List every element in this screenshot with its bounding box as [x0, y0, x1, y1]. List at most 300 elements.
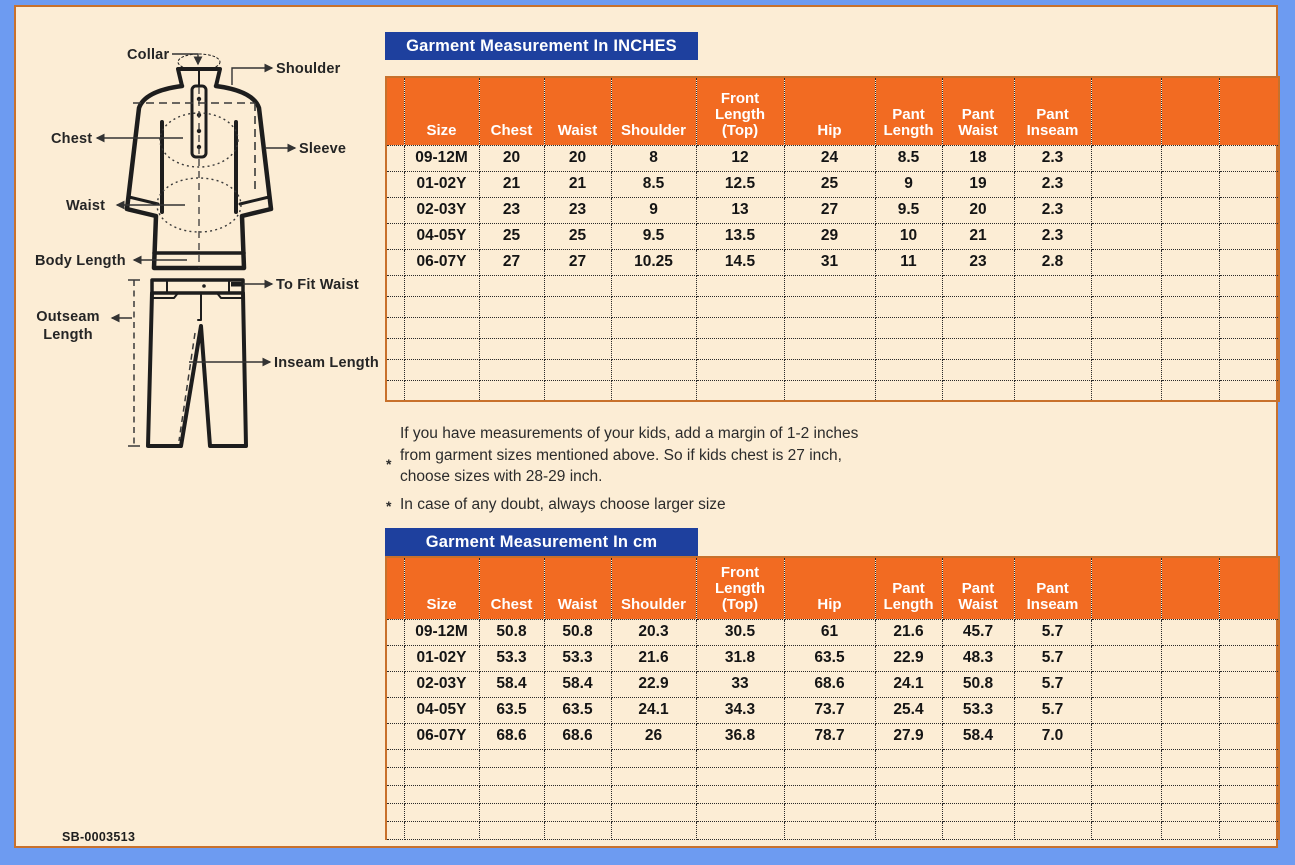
- note-asterisk: *: [386, 456, 392, 472]
- table-cell: [875, 749, 942, 767]
- diagram-label-shoulder: Shoulder: [276, 61, 341, 77]
- table-cell: [1219, 821, 1279, 839]
- table-cell: [942, 749, 1014, 767]
- table-row: [386, 645, 1279, 671]
- table-cell: 20: [942, 197, 1014, 223]
- table-cell: 53.3: [544, 645, 611, 671]
- table-cell: [1014, 359, 1091, 380]
- table-cell: [784, 359, 875, 380]
- diagram-label-body-waist: Waist: [66, 198, 106, 214]
- diagram-label-body-length: Body Length: [35, 253, 126, 269]
- empty-row: [386, 275, 1279, 296]
- table-cell: [784, 785, 875, 803]
- table-cell: [1161, 171, 1219, 197]
- table-cell: [404, 749, 479, 767]
- table-cell: [1219, 380, 1279, 401]
- table-cell: [696, 338, 784, 359]
- table-cell: [942, 359, 1014, 380]
- table-cell: 25: [784, 171, 875, 197]
- table-cell: 24: [784, 145, 875, 171]
- table-cell: 26: [611, 723, 696, 749]
- empty-row: [386, 338, 1279, 359]
- table-row: [386, 697, 1279, 723]
- table-cell: [1014, 296, 1091, 317]
- table-cell: [386, 671, 404, 697]
- empty-row: [386, 380, 1279, 401]
- table-cell: [1219, 767, 1279, 785]
- table-cell: [1161, 223, 1219, 249]
- table-cell: [1219, 197, 1279, 223]
- header-row: [386, 77, 1279, 145]
- empty-row: [386, 785, 1279, 803]
- table-cell: 5.7: [1014, 671, 1091, 697]
- table-cell: [1161, 296, 1219, 317]
- table-cell: [386, 359, 404, 380]
- header-cell: [1161, 557, 1219, 619]
- table-cell: 06-07Y: [404, 723, 479, 749]
- diagram-label-to-fit-waist: To Fit Waist: [276, 277, 359, 293]
- pajama-outline: [148, 280, 246, 446]
- diagram-label-collar: Collar: [127, 47, 170, 63]
- table-cell: 8.5: [875, 145, 942, 171]
- table-row: [386, 145, 1279, 171]
- table-cell: [611, 821, 696, 839]
- table-cell: [784, 380, 875, 401]
- table-cell: [404, 338, 479, 359]
- empty-row: [386, 317, 1279, 338]
- table-cell: [784, 803, 875, 821]
- table-cell: [1091, 380, 1161, 401]
- table-cell: 04-05Y: [404, 697, 479, 723]
- table-cell: [696, 749, 784, 767]
- table-cell: 9: [875, 171, 942, 197]
- table-cell: [942, 380, 1014, 401]
- table-cell: 31: [784, 249, 875, 275]
- table-cell: 27: [784, 197, 875, 223]
- header-cell: Hip: [784, 557, 875, 619]
- empty-row: [386, 296, 1279, 317]
- table-cell: [386, 619, 404, 645]
- table-cell: [611, 359, 696, 380]
- table-cell: 34.3: [696, 697, 784, 723]
- table-cell: 12.5: [696, 171, 784, 197]
- table-cell: 02-03Y: [404, 671, 479, 697]
- table-cell: [544, 803, 611, 821]
- table-cell: [386, 145, 404, 171]
- table-cell: 73.7: [784, 697, 875, 723]
- table-cell: [386, 785, 404, 803]
- table-cell: [1219, 749, 1279, 767]
- table-cell: [1219, 223, 1279, 249]
- table-cell: [1219, 359, 1279, 380]
- table-cell: [1091, 317, 1161, 338]
- table-cell: [1219, 803, 1279, 821]
- table-cell: 58.4: [479, 671, 544, 697]
- table-cell: [696, 296, 784, 317]
- table-cell: 27.9: [875, 723, 942, 749]
- table-cell: [784, 749, 875, 767]
- table-cell: [875, 785, 942, 803]
- table-cell: [611, 338, 696, 359]
- table-cell: 21: [544, 171, 611, 197]
- table-cell: [386, 338, 404, 359]
- table-cell: [479, 803, 544, 821]
- table-cell: [1091, 645, 1161, 671]
- table-cell: 21: [942, 223, 1014, 249]
- table-cell: [696, 803, 784, 821]
- table-cell: [1219, 723, 1279, 749]
- table-cell: 22.9: [875, 645, 942, 671]
- table-cell: [875, 821, 942, 839]
- table-cell: [404, 821, 479, 839]
- table-cell: [404, 275, 479, 296]
- table-cell: 48.3: [942, 645, 1014, 671]
- header-cell: [386, 557, 404, 619]
- table-cell: [611, 317, 696, 338]
- table-cell: 23: [544, 197, 611, 223]
- table-cell: [544, 359, 611, 380]
- table-cell: [1219, 145, 1279, 171]
- table-cell: [784, 296, 875, 317]
- table-cell: [544, 767, 611, 785]
- table-cell: 25: [479, 223, 544, 249]
- table-cell: [1014, 338, 1091, 359]
- table-cell: [1161, 767, 1219, 785]
- table-cell: 68.6: [544, 723, 611, 749]
- header-cell: Waist: [544, 557, 611, 619]
- table-cell: [784, 338, 875, 359]
- header-cell: [1091, 557, 1161, 619]
- table-cell: [1091, 197, 1161, 223]
- empty-row: [386, 767, 1279, 785]
- table-cell: [386, 171, 404, 197]
- diagram-label-inseam-length: Inseam Length: [274, 355, 379, 371]
- style-code: SB-0003513: [62, 830, 136, 844]
- table-cell: 20: [479, 145, 544, 171]
- table-cell: [544, 317, 611, 338]
- table-cell: 09-12M: [404, 145, 479, 171]
- table-cell: [1161, 197, 1219, 223]
- table-cell: [479, 317, 544, 338]
- table-cell: [479, 275, 544, 296]
- table-cell: [404, 317, 479, 338]
- header-cell: Front Length (Top): [696, 77, 784, 145]
- table-cell: [1014, 821, 1091, 839]
- table-cell: [479, 380, 544, 401]
- table-cell: [1091, 171, 1161, 197]
- header-cell: [1091, 77, 1161, 145]
- table-cell: 68.6: [479, 723, 544, 749]
- table-cell: 63.5: [479, 697, 544, 723]
- table-cell: [1091, 723, 1161, 749]
- table-cell: [1014, 317, 1091, 338]
- table-cell: 50.8: [942, 671, 1014, 697]
- table-row: [386, 671, 1279, 697]
- table-cell: 23: [479, 197, 544, 223]
- table-cell: [1091, 619, 1161, 645]
- table-cell: [479, 767, 544, 785]
- table-cell: [875, 275, 942, 296]
- table-cell: [1161, 671, 1219, 697]
- table-cell: 63.5: [544, 697, 611, 723]
- table-cell: [479, 749, 544, 767]
- table-cell: [1219, 296, 1279, 317]
- table-cell: [1161, 359, 1219, 380]
- table-cell: 53.3: [479, 645, 544, 671]
- table-cell: [696, 821, 784, 839]
- table-cell: [404, 380, 479, 401]
- table-row: [386, 619, 1279, 645]
- table-cell: [544, 380, 611, 401]
- empty-row: [386, 821, 1279, 839]
- table-cell: [1219, 249, 1279, 275]
- inches-measurement-table: [385, 76, 1280, 402]
- table-cell: [386, 697, 404, 723]
- table-cell: [1091, 296, 1161, 317]
- header-cell: Hip: [784, 77, 875, 145]
- table-cell: [696, 275, 784, 296]
- table-cell: [611, 275, 696, 296]
- note-asterisk: *: [386, 498, 392, 514]
- table-cell: [942, 296, 1014, 317]
- table-cell: 2.3: [1014, 197, 1091, 223]
- table-cell: 9.5: [875, 197, 942, 223]
- header-cell: Chest: [479, 557, 544, 619]
- table-cell: 13.5: [696, 223, 784, 249]
- table-cell: [1161, 249, 1219, 275]
- note-larger-size: In case of any doubt, always choose larger size: [400, 496, 726, 513]
- table-cell: 01-02Y: [404, 171, 479, 197]
- table-cell: [544, 821, 611, 839]
- table-cell: [386, 275, 404, 296]
- table-cell: [942, 317, 1014, 338]
- table-cell: 01-02Y: [404, 645, 479, 671]
- header-cell: [386, 77, 404, 145]
- table-cell: [386, 723, 404, 749]
- table-cell: [1014, 785, 1091, 803]
- table-cell: 20: [544, 145, 611, 171]
- table-cell: [1219, 645, 1279, 671]
- table-cell: 20.3: [611, 619, 696, 645]
- table-cell: 58.4: [544, 671, 611, 697]
- table-cell: [404, 359, 479, 380]
- table-cell: 14.5: [696, 249, 784, 275]
- empty-row: [386, 359, 1279, 380]
- header-cell: Shoulder: [611, 557, 696, 619]
- table-cell: 10: [875, 223, 942, 249]
- table-cell: [1161, 275, 1219, 296]
- table-cell: 29: [784, 223, 875, 249]
- table-cell: 30.5: [696, 619, 784, 645]
- header-cell: Front Length (Top): [696, 557, 784, 619]
- table-cell: [1014, 767, 1091, 785]
- table-cell: [942, 767, 1014, 785]
- table-cell: 11: [875, 249, 942, 275]
- table-cell: [611, 749, 696, 767]
- table-cell: 9.5: [611, 223, 696, 249]
- table-cell: [386, 767, 404, 785]
- table-cell: [942, 821, 1014, 839]
- table-cell: [611, 785, 696, 803]
- table-cell: [1091, 359, 1161, 380]
- table-cell: [1219, 697, 1279, 723]
- table-cell: [544, 749, 611, 767]
- header-cell: [1219, 77, 1279, 145]
- table-cell: [1161, 723, 1219, 749]
- table-cell: 09-12M: [404, 619, 479, 645]
- table-cell: [1091, 767, 1161, 785]
- table-cell: [1014, 803, 1091, 821]
- header-cell: [1219, 557, 1279, 619]
- table-cell: [544, 785, 611, 803]
- empty-row: [386, 803, 1279, 821]
- header-cell: Pant Inseam: [1014, 77, 1091, 145]
- table-cell: 5.7: [1014, 619, 1091, 645]
- table-cell: [1219, 275, 1279, 296]
- table-cell: [1161, 645, 1219, 671]
- table-cell: [1219, 785, 1279, 803]
- table-cell: [784, 275, 875, 296]
- table-row: [386, 723, 1279, 749]
- table-cell: [1014, 380, 1091, 401]
- table-cell: [386, 249, 404, 275]
- table-cell: [479, 821, 544, 839]
- table-cell: 18: [942, 145, 1014, 171]
- table-cell: 8: [611, 145, 696, 171]
- table-cell: [875, 803, 942, 821]
- table-cell: [875, 317, 942, 338]
- diagram-label-sleeve: Sleeve: [299, 141, 347, 157]
- table-cell: 06-07Y: [404, 249, 479, 275]
- table-cell: [1091, 249, 1161, 275]
- table-cell: 2.3: [1014, 171, 1091, 197]
- table-cell: [784, 317, 875, 338]
- table-cell: 02-03Y: [404, 197, 479, 223]
- table-cell: 21.6: [875, 619, 942, 645]
- table-cell: 25: [544, 223, 611, 249]
- header-cell: Size: [404, 77, 479, 145]
- table-cell: 5.7: [1014, 645, 1091, 671]
- table-cell: [1161, 145, 1219, 171]
- table-cell: 23: [942, 249, 1014, 275]
- header-cell: [1161, 77, 1219, 145]
- table-cell: 63.5: [784, 645, 875, 671]
- diagram-label-outseam-length: Outseam Length: [36, 309, 100, 343]
- table-cell: 50.8: [479, 619, 544, 645]
- table-cell: [404, 296, 479, 317]
- table-cell: [696, 380, 784, 401]
- header-cell: Pant Inseam: [1014, 557, 1091, 619]
- table-cell: [544, 338, 611, 359]
- header-cell: Pant Waist: [942, 77, 1014, 145]
- table-cell: 24.1: [611, 697, 696, 723]
- table-cell: [1161, 619, 1219, 645]
- table-cell: [611, 380, 696, 401]
- table-cell: 58.4: [942, 723, 1014, 749]
- header-cell: Waist: [544, 77, 611, 145]
- table-cell: [1219, 338, 1279, 359]
- table-cell: 61: [784, 619, 875, 645]
- header-cell: Pant Waist: [942, 557, 1014, 619]
- table-cell: [875, 296, 942, 317]
- table-cell: 50.8: [544, 619, 611, 645]
- table-cell: 04-05Y: [404, 223, 479, 249]
- table-cell: [1091, 803, 1161, 821]
- table-cell: [696, 785, 784, 803]
- table-cell: [611, 803, 696, 821]
- table-row: [386, 171, 1279, 197]
- table-cell: [1091, 275, 1161, 296]
- table-cell: [1161, 821, 1219, 839]
- table-cell: [696, 359, 784, 380]
- table-cell: [1161, 338, 1219, 359]
- table-cell: 24.1: [875, 671, 942, 697]
- table-cell: 31.8: [696, 645, 784, 671]
- table-cell: [1091, 749, 1161, 767]
- note-margin-guidance: If you have measurements of your kids, add a margin of 1-2 inches from garment sizes mentioned above. So if kids chest is 27 inch, choose sizes with 28-29 inch.: [400, 425, 859, 485]
- table-cell: 53.3: [942, 697, 1014, 723]
- table-cell: [386, 380, 404, 401]
- table-cell: 9: [611, 197, 696, 223]
- table-cell: 7.0: [1014, 723, 1091, 749]
- table-cell: 8.5: [611, 171, 696, 197]
- table-cell: [544, 296, 611, 317]
- table-cell: [942, 803, 1014, 821]
- table-cell: [386, 645, 404, 671]
- table-cell: [1219, 171, 1279, 197]
- table-cell: [1219, 619, 1279, 645]
- table-cell: [875, 359, 942, 380]
- table-cell: [1219, 317, 1279, 338]
- table-cell: [404, 785, 479, 803]
- table-cell: [386, 749, 404, 767]
- table-cell: 78.7: [784, 723, 875, 749]
- table-cell: [611, 767, 696, 785]
- table-cell: [386, 223, 404, 249]
- table-cell: 45.7: [942, 619, 1014, 645]
- table-cell: [1091, 697, 1161, 723]
- table-cell: [696, 317, 784, 338]
- table-cell: [386, 296, 404, 317]
- table-cell: 12: [696, 145, 784, 171]
- table-cell: [1161, 380, 1219, 401]
- inches-table-title-banner: Garment Measurement In INCHES: [385, 32, 698, 60]
- table-row: [386, 249, 1279, 275]
- table-cell: [942, 275, 1014, 296]
- table-cell: 19: [942, 171, 1014, 197]
- table-cell: 13: [696, 197, 784, 223]
- table-cell: [544, 275, 611, 296]
- table-cell: [1091, 785, 1161, 803]
- table-cell: [386, 317, 404, 338]
- table-cell: [479, 785, 544, 803]
- table-cell: [479, 359, 544, 380]
- table-cell: 22.9: [611, 671, 696, 697]
- table-cell: [404, 767, 479, 785]
- table-cell: [1091, 671, 1161, 697]
- header-cell: Pant Length: [875, 77, 942, 145]
- cm-measurement-table: [385, 556, 1280, 840]
- table-cell: 5.7: [1014, 697, 1091, 723]
- table-cell: [784, 767, 875, 785]
- header-cell: Size: [404, 557, 479, 619]
- table-cell: [404, 803, 479, 821]
- header-cell: Shoulder: [611, 77, 696, 145]
- table-cell: 21.6: [611, 645, 696, 671]
- table-cell: [1091, 145, 1161, 171]
- table-cell: [1014, 749, 1091, 767]
- table-cell: [1161, 785, 1219, 803]
